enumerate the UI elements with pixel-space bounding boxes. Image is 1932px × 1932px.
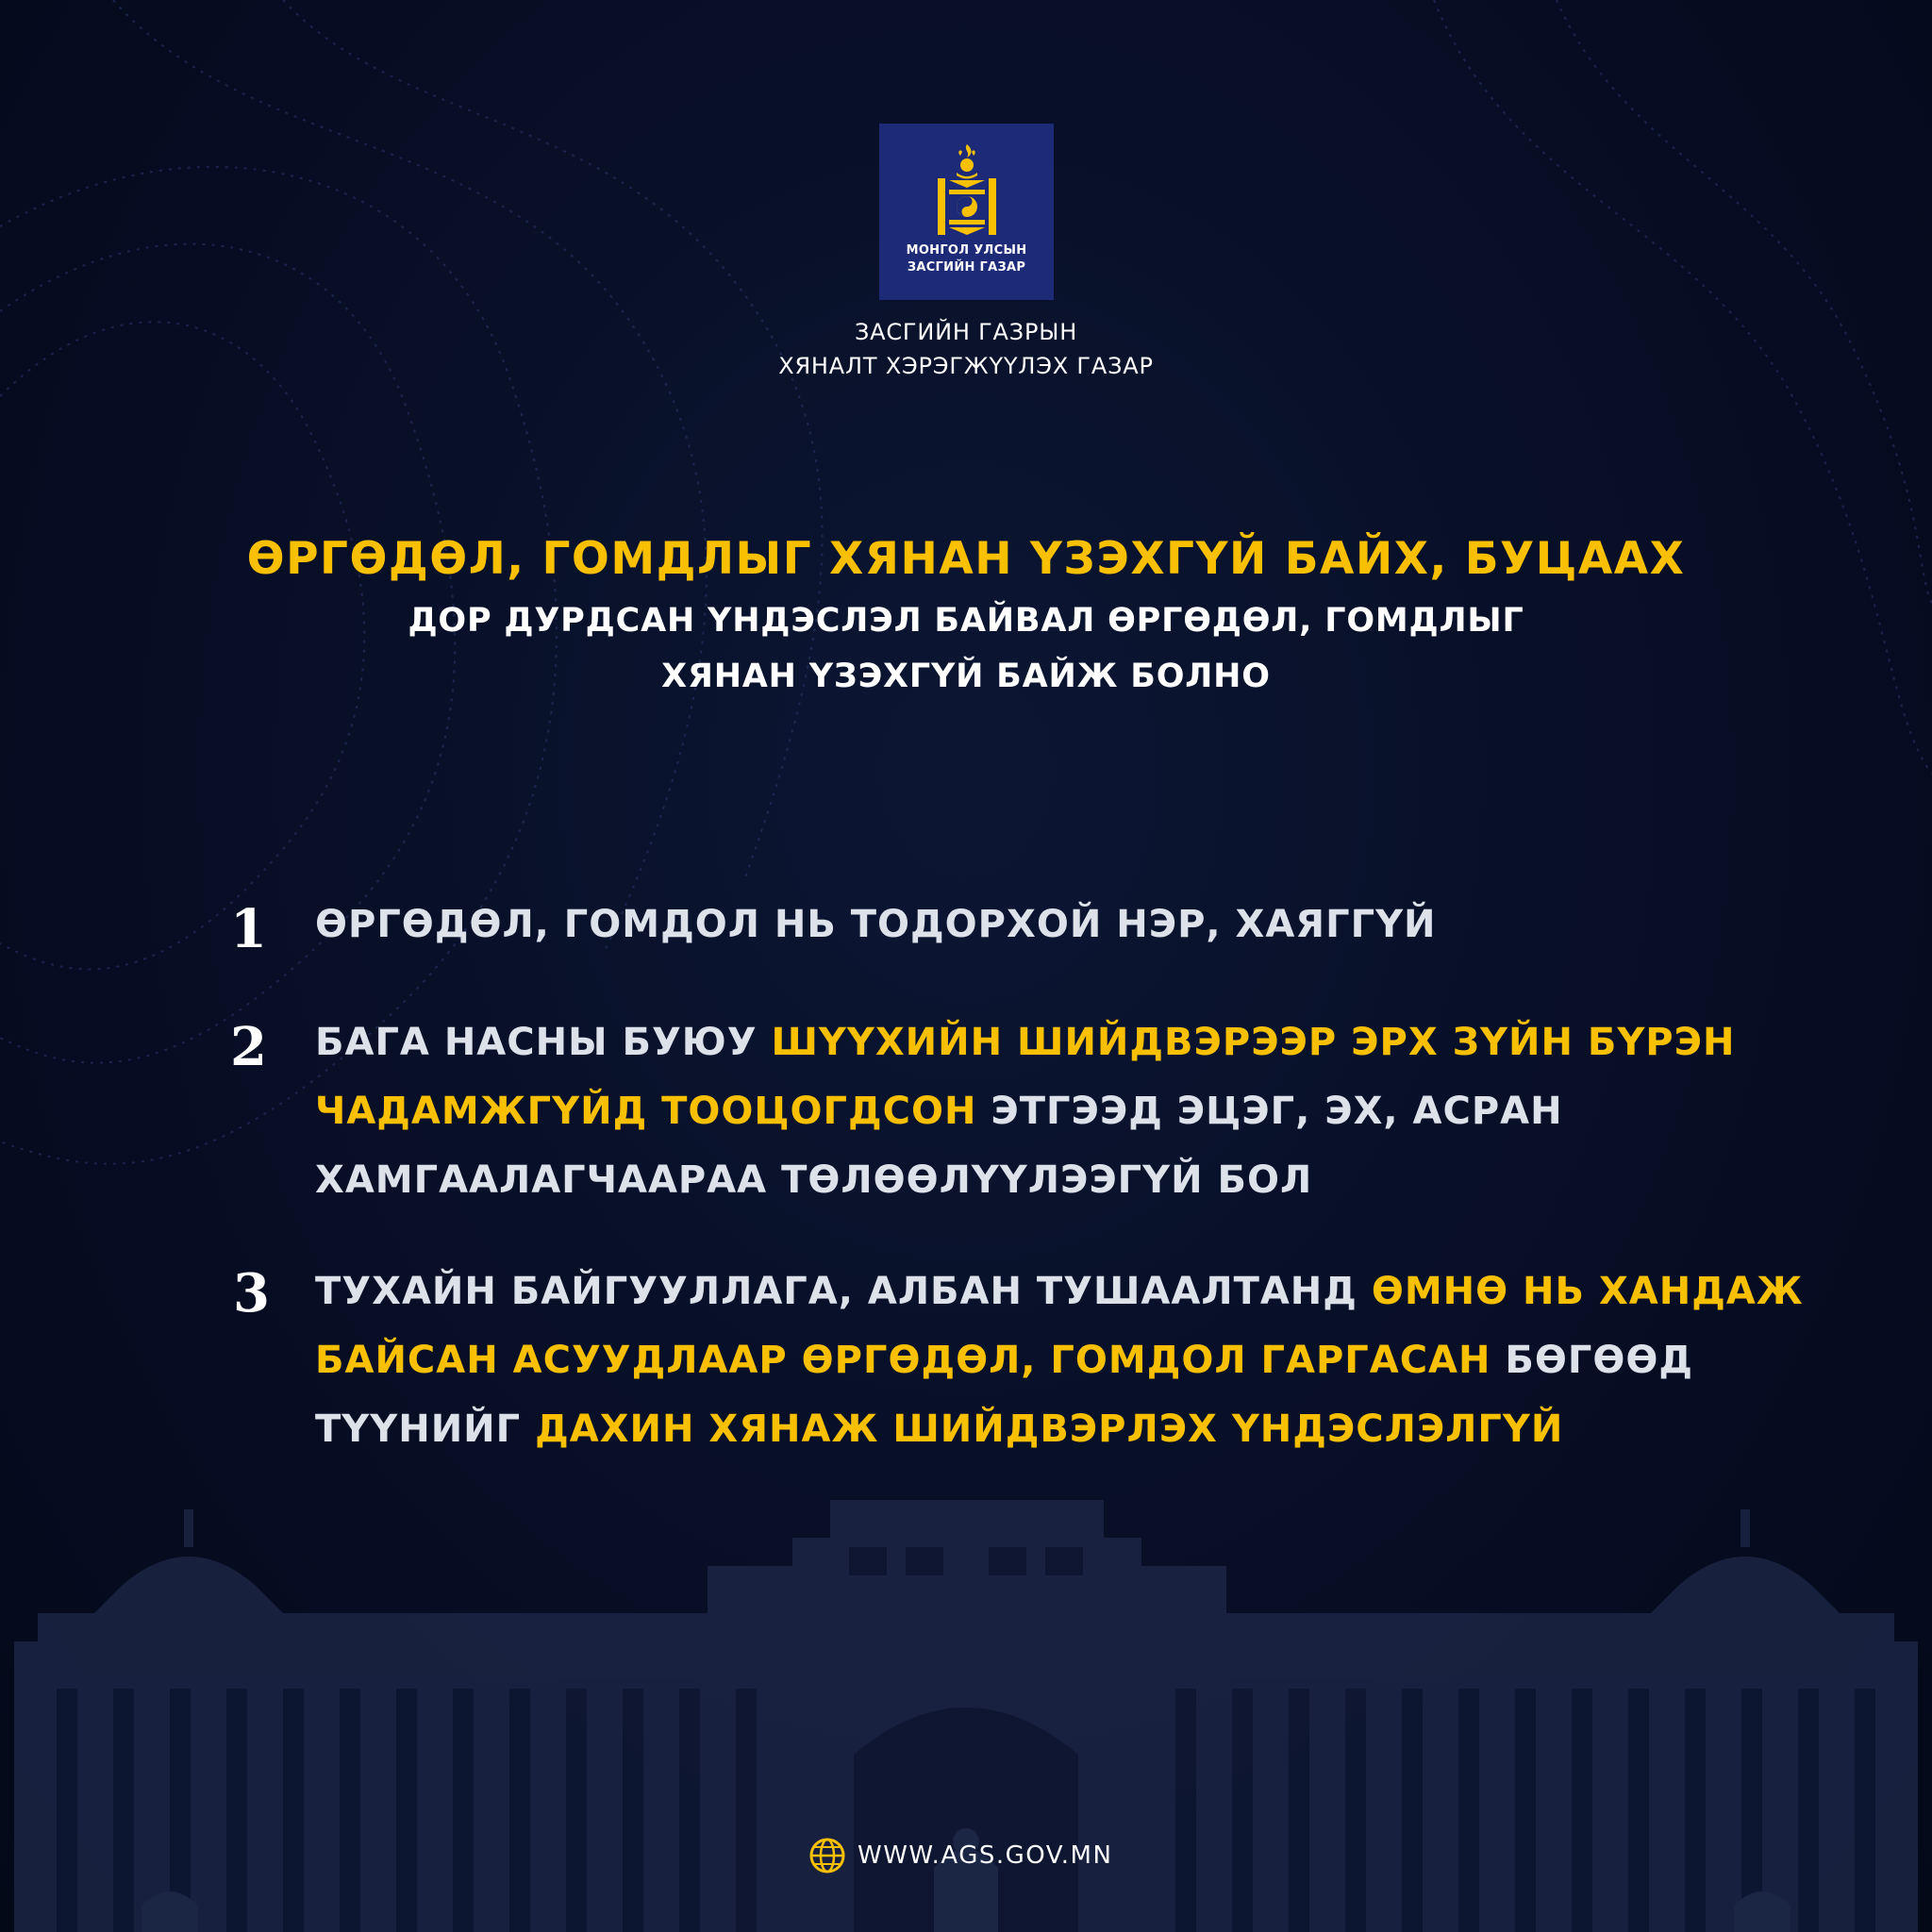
item-3-line-1 [315,1270,1804,1313]
item-3-line-2 [315,1339,1693,1382]
subtitle-line2: ХЯНАН ҮЗЭХГҮЙ БАЙЖ БОЛНО [661,658,1271,695]
government-logo [879,124,1054,300]
item-2-line-3 [315,1158,1312,1202]
logo-text-line2: ЗАСГИЙН ГАЗАР [907,260,1026,275]
item-2-line-1 [315,1021,1735,1064]
item-1-line-1 [315,903,1437,946]
item-text: ЭТГЭЭД ЭЦЭГ, ЭХ, АСРАН [976,1090,1563,1133]
organization-name-line1: ЗАСГИЙН ГАЗРЫН [854,319,1078,345]
subtitle-line1: ДОР ДУРДСАН ҮНДЭСЛЭЛ БАЙВАЛ ӨРГӨДӨЛ, ГОМДЛЫГ [408,602,1524,640]
item-number-3: 3 [233,1262,270,1324]
page-title: ӨРГӨДӨЛ, ГОМДЛЫГ ХЯНАН ҮЗЭХГҮЙ БАЙХ, БУЦААХ [246,533,1686,585]
item-text: ӨРГӨДӨЛ, ГОМДОЛ НЬ ТОДОРХОЙ НЭР, ХАЯГГҮЙ [315,903,1437,946]
item-text: ХАМГААЛАГЧААРАА ТӨЛӨӨЛҮҮЛЭЭГҮЙ БОЛ [315,1158,1313,1202]
organization-name-line2: ХЯНАЛТ ХЭРЭГЖҮҮЛЭХ ГАЗАР [778,353,1154,379]
item-text: ТУХАЙН БАЙГУУЛЛАГА, АЛБАН ТУШААЛТАНД [315,1270,1372,1313]
item-highlight-text: ШҮҮХИЙН ШИЙДВЭРЭЭР ЭРХ ЗҮЙН БҮРЭН [771,1021,1736,1064]
item-2-line-2 [315,1090,1563,1133]
footer-website[interactable] [808,1835,1112,1876]
item-text: БАГА НАСНЫ БУЮУ [315,1021,772,1064]
item-number-1: 1 [230,898,267,960]
item-highlight-text: ЧАДАМЖГҮЙД ТООЦОГДСОН [315,1090,977,1133]
item-text: ТҮҮНИЙГ [315,1407,536,1451]
globe-icon [808,1837,846,1874]
item-highlight-text: БАЙСАН АСУУДЛААР ӨРГӨДӨЛ, ГОМДОЛ ГАРГАСАН [315,1339,1491,1382]
item-3-line-3 [315,1407,1563,1451]
item-number-2: 2 [230,1016,267,1078]
soyombo-emblem-icon [938,144,996,241]
logo-text-line1: МОНГОЛ УЛСЫН [906,243,1027,258]
item-highlight-text: ДАХИН ХЯНАЖ ШИЙДВЭРЛЭХ ҮНДЭСЛЭЛГҮЙ [535,1407,1564,1451]
website-url-link[interactable]: WWW.AGS.GOV.MN [858,1841,1113,1870]
item-highlight-text: ӨМНӨ НЬ ХАНДАЖ [1371,1270,1804,1313]
item-text: БӨГӨӨД [1491,1339,1694,1382]
